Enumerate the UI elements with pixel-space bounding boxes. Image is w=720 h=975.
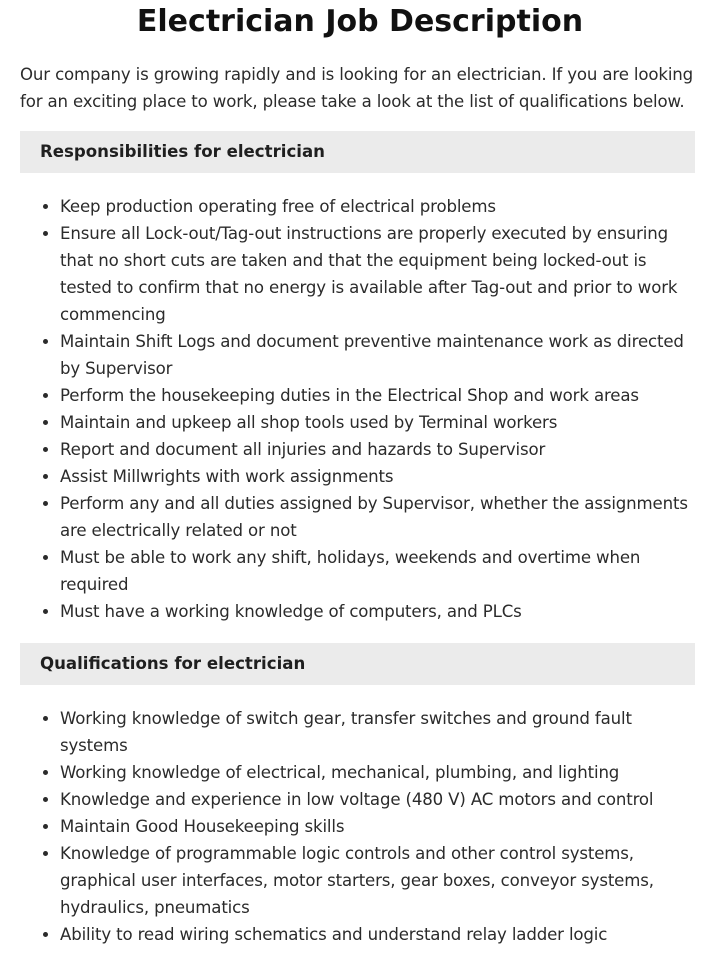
list-item-text: Keep production operating free of electrical problems (60, 197, 496, 216)
list-item (20, 409, 695, 436)
list-item-text: Maintain Shift Logs and document preventive maintenance work as directed by Supervisor (60, 332, 684, 378)
bullet-icon (43, 824, 48, 829)
bullet-icon (43, 447, 48, 452)
bullet-icon (43, 231, 48, 236)
list-item-text: Maintain and upkeep all shop tools used by Terminal workers (60, 413, 558, 432)
bullet-icon (43, 339, 48, 344)
list-item (20, 382, 695, 409)
list-item (20, 921, 695, 948)
qualifications-heading: Qualifications for electrician (20, 643, 695, 685)
bullet-icon (43, 420, 48, 425)
intro-paragraph: Our company is growing rapidly and is looking for an electrician. If you are looking for an exciting place to work, please take a look at the list of qualifications below. (20, 65, 694, 111)
list-item-text: Knowledge and experience in low voltage (480 V) AC motors and control (60, 790, 654, 809)
list-item (20, 328, 695, 382)
list-item (20, 840, 695, 921)
bullet-icon (43, 851, 48, 856)
bullet-icon (43, 716, 48, 721)
list-item (20, 463, 695, 490)
list-item (20, 759, 695, 786)
list-item (20, 436, 695, 463)
responsibilities-heading: Responsibilities for electrician (20, 131, 695, 173)
list-item-text: Must be able to work any shift, holidays, weekends and overtime when required (60, 548, 641, 594)
bullet-icon (43, 770, 48, 775)
list-item-text: Ensure all Lock-out/Tag-out instructions are properly executed by ensuring that no short cuts are taken and that the equipment being locked-out is tested to confirm that no energy is available after Tag-out and prior to work commencing (60, 224, 678, 324)
list-item-text: Maintain Good Housekeeping skills (60, 817, 345, 836)
list-item (20, 220, 695, 328)
list-item (20, 193, 695, 220)
bullet-icon (43, 932, 48, 937)
list-item-text: Assist Millwrights with work assignments (60, 467, 394, 486)
bullet-icon (43, 609, 48, 614)
list-item-text: Perform the housekeeping duties in the Electrical Shop and work areas (60, 386, 639, 405)
bullet-icon (43, 555, 48, 560)
responsibilities-list (20, 193, 695, 625)
bullet-icon (43, 474, 48, 479)
list-item (20, 705, 695, 759)
list-item (20, 544, 695, 598)
list-item-text: Report and document all injuries and hazards to Supervisor (60, 440, 546, 459)
bullet-icon (43, 501, 48, 506)
bullet-icon (43, 204, 48, 209)
list-item-text: Working knowledge of switch gear, transfer switches and ground fault systems (60, 709, 632, 755)
list-item-text: Working knowledge of electrical, mechanical, plumbing, and lighting (60, 763, 620, 782)
qualifications-list (20, 705, 695, 948)
list-item-text: Must have a working knowledge of computers, and PLCs (60, 602, 522, 621)
list-item-text: Perform any and all duties assigned by Supervisor, whether the assignments are electrically related or not (60, 494, 688, 540)
bullet-icon (43, 797, 48, 802)
list-item (20, 813, 695, 840)
list-item (20, 786, 695, 813)
list-item (20, 598, 695, 625)
list-item-text: Ability to read wiring schematics and understand relay ladder logic (60, 925, 608, 944)
list-item-text: Knowledge of programmable logic controls and other control systems, graphical user interfaces, motor starters, gear boxes, conveyor systems, hydraulics, pneumatics (60, 844, 654, 917)
list-item (20, 490, 695, 544)
bullet-icon (43, 393, 48, 398)
page-title: Electrician Job Description (136, 4, 584, 39)
